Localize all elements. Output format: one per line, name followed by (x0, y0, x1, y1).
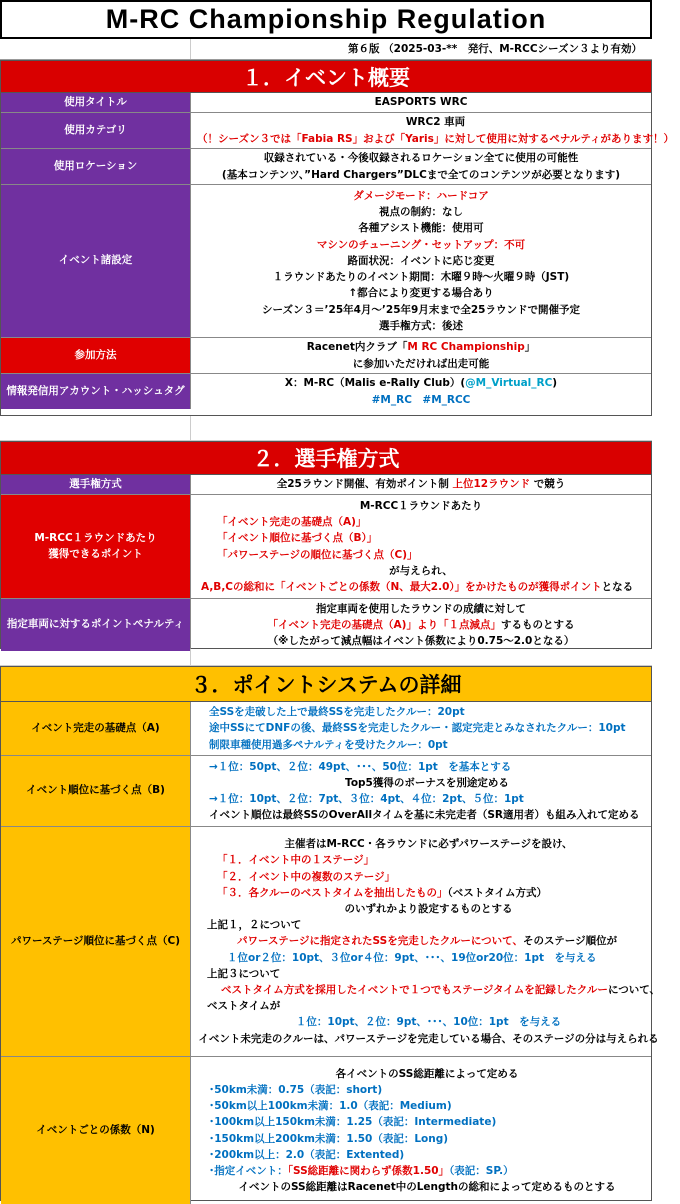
season-schedule: シーズン３＝’25年4月～’25年9月末まで全25ラウンドで開催予定 (262, 303, 580, 316)
row-label: 使用カテゴリ (1, 113, 191, 148)
view-restriction: 視点の制約：なし (379, 206, 463, 219)
section-header: ２．選手権方式 (1, 442, 651, 475)
row-label: イベント順位に基づく点（B) (1, 756, 191, 826)
row-event-coefficient: イベントごとの係数（N) 各イベントのSS総距離によって定める ･50km未満：0.75（表記：short) ･50km以上100km未満：1.0（表記：Medium) ･100km以上150km未満：1.25（表記：Intermediate) ･150km以上200km未満：1.50（表記：Long) ･200km以上：2.0（表記：Extented) ･指定イベント：「SS総距離に関わらず係数1.50」（表記：SP.） イベントのSS総距離はRacenet中のLengthの総和によって定めるものとする (1, 1057, 651, 1204)
row-value: (基本コンテンツ、”Hard Chargers”DLCまで全てのコンテンツが必要となります) (221, 168, 621, 181)
row-label: イベント完走の基礎点（A) (1, 702, 191, 755)
row-label: パワーステージ順位に基づく点（C) (1, 827, 191, 1056)
event-period: １ラウンドあたりのイベント期間：木曜９時～火曜９時（JST) (272, 271, 570, 284)
row-penalty: 指定車両に対するポイントペナルティ 指定車両を使用したラウンドの成績に対して 「イベント完走の基礎点（A)」より「１点減点」するものとする （※したがって減点幅はイベント係数により0.75～2.0となる） (1, 599, 651, 651)
section-point-system (0, 666, 661, 1201)
tuning-setup: マシンのチューニング・セットアップ：不可 (316, 238, 526, 251)
hashtags[interactable]: #M_RC #M_RCC (371, 393, 471, 406)
row-label: M-RCC１ラウンドあたり 獲得できるポイント (1, 495, 191, 598)
assists: 各種アシスト機能：使用可 (358, 222, 484, 235)
x-account-link[interactable]: @M_Virtual_RC (465, 377, 553, 390)
edition-bar (0, 39, 652, 60)
row-label: 参加方法 (1, 338, 191, 373)
row-rank-points: イベント順位に基づく点（B) →１位：50pt、２位：49pt、･･･、50位：1pt を基本とする Top5獲得のボーナスを別途定める →１位：10pt、２位：7pt、３位：4pt、４位：2pt、５位：1pt イベント順位は最終SSのOverAllタイムを基に未完走者（SR適用者）も組み入れて定める (1, 756, 651, 827)
row-label: イベントごとの係数（N) (1, 1057, 191, 1204)
row-value: に参加いただければ出走可能 (352, 357, 490, 370)
section-header: １．イベント概要 (1, 61, 651, 93)
section-event-overview (0, 60, 675, 416)
row-label: 使用タイトル (1, 93, 191, 112)
row-label: 指定車両に対するポイントペナルティ (1, 599, 191, 651)
damage-mode: ダメージモード：ハードコア (353, 190, 489, 203)
club-name: M RC Championship (407, 341, 525, 354)
row-label: 情報発信用アカウント・ハッシュタグ (1, 374, 191, 409)
row-label: 選手権方式 (1, 475, 191, 494)
row-base-points: イベント完走の基礎点（A) 全SSを走破した上で最終SSを完走したクルー：20pt 途中SSにてDNFの後、最終SSを完走したクルー・認定完走とみなされたクルー：10pt 制限車種使用過多ペナルティを受けたクルー：0pt (1, 702, 651, 756)
row-power-stage-points: パワーステージ順位に基づく点（C) 主催者はM-RCC・各ラウンドに必ずパワーステージを設け、 「１．イベント中の１ステージ」 「２．イベント中の複数のステージ」 「３．各クルーのベストタイムを抽出したもの」（ベストタイム方式） のいずれかより設定するものとする 上記１，２について パワーステージに指定されたSSを完走したクルーについて、そのステージ順位が １位or２位：10pt、３位or４位：9pt、･･･、19位or20位：1pt を与える 上記３について ベストタイム方式を採用したイベントで１つでもステージタイムを記録したクルーについて、 ベストタイムが １位：10pt、２位：9pt、･･･、10位：1pt を与える イベント未完走のクルーは、パワーステージを完走している場合、そのステージの分は与えられる (1, 827, 651, 1057)
top-rounds: 上位12ラウンド (452, 478, 531, 491)
road-conditions: 路面状況：イベントに応じ変更 (347, 254, 495, 267)
edition-note: 第６版 （2025-03-** 発行、M-RCCシーズン３より有効） (348, 43, 642, 55)
row-event-settings (1, 185, 651, 338)
row-location (1, 149, 651, 185)
section-header: ３．ポイントシステムの詳細 (1, 667, 651, 702)
row-label: イベント諸設定 (1, 185, 191, 337)
penalty-warning: （！シーズン３では「Fabia RS」および「Yaris」に対して使用に対するペナルティがあります！） (197, 132, 675, 145)
period-note: ↑都合により変更する場合あり (348, 287, 494, 300)
row-format: 選手権方式 全25ラウンド開催、有効ポイント制 上位12ラウンド で競う (1, 475, 651, 495)
document-title: M-RC Championship Regulation (0, 0, 652, 39)
section-championship-format (0, 441, 652, 649)
row-join: 参加方法 Racenet内クラブ「M RC Championship」 に参加いただければ出走可能 (1, 338, 651, 374)
row-category (1, 113, 675, 149)
row-value: EASPORTS WRC (374, 96, 468, 109)
row-account: 情報発信用アカウント・ハッシュタグ X：M-RC（Malis e-Rally Club）(@M_Virtual_RC) #M_RC #M_RCC (1, 374, 651, 409)
row-title (1, 93, 651, 113)
championship-format: 選手権方式：後述 (379, 319, 463, 332)
row-label: 使用ロケーション (1, 149, 191, 184)
row-value: WRC2 車両 (405, 116, 466, 129)
row-round-points: M-RCC１ラウンドあたり 獲得できるポイント M-RCC１ラウンドあたり 「イベント完走の基礎点（A)」 「イベント順位に基づく点（B）」 「パワーステージの順位に基づく点（C)」 が与えられ、 A,B,Cの総和に「イベントごとの係数（N、最大2.0）」をかけたものが獲得ポイントとなる (1, 495, 651, 599)
row-value: 収録されている・今後収録されるロケーション全てに使用の可能性 (263, 152, 579, 165)
